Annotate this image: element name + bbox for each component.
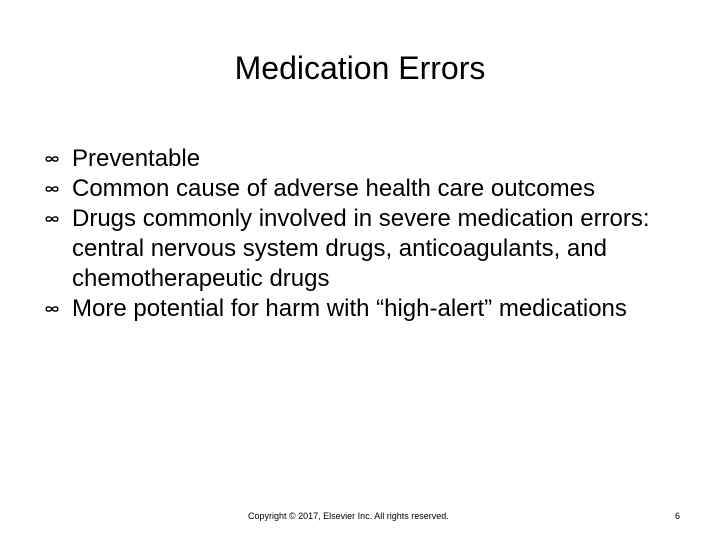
bullet-text: Common cause of adverse health care outcomes xyxy=(72,175,595,202)
infinity-bullet-icon xyxy=(44,151,60,167)
infinity-bullet-icon xyxy=(44,211,60,227)
slide-title: Medication Errors xyxy=(234,50,486,86)
page-number: 6 xyxy=(674,511,680,521)
bullet-list xyxy=(44,144,684,324)
infinity-bullet-icon xyxy=(44,301,60,317)
copyright-footer: Copyright © 2017, Elsevier Inc. All rights reserved. xyxy=(248,511,449,521)
bullet-item xyxy=(44,174,684,204)
bullet-text: More potential for harm with “high-alert” medications xyxy=(72,295,627,322)
bullet-item xyxy=(44,144,684,174)
bullet-text: Preventable xyxy=(72,145,201,172)
infinity-bullet-icon xyxy=(44,181,60,197)
bullet-item xyxy=(44,204,684,294)
bullet-text: Drugs commonly involved in severe medication errors: central nervous system drugs, anticoagulants, and chemotherapeutic drugs xyxy=(72,205,650,292)
bullet-item xyxy=(44,294,684,324)
